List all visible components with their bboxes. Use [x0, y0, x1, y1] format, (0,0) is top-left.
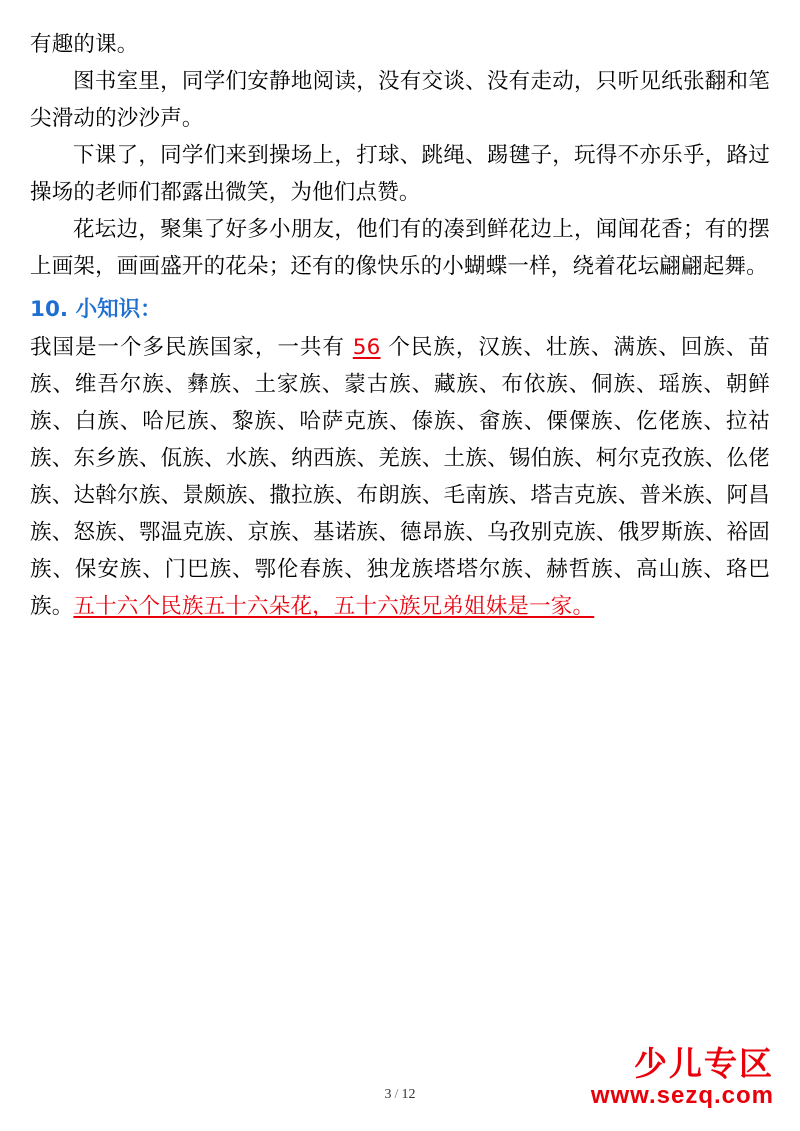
section-heading — [30, 291, 770, 328]
emphasis-sentence: 五十六个民族五十六朵花，五十六族兄弟姐妹是一家。 — [73, 594, 595, 619]
page-separator: / — [394, 1087, 399, 1102]
paragraph: 有趣的课。 — [30, 32, 139, 57]
current-page-number: 3 — [384, 1087, 392, 1102]
section-body — [30, 329, 770, 625]
paragraph: 花坛边，聚集了好多小朋友，他们有的凑到鲜花边上，闻闻花香；有的摆上画架，画画盛开的花朵；还有的像快乐的小蝴蝶一样，绕着花坛翩翩起舞。 — [30, 217, 770, 279]
knowledge-paragraph — [30, 329, 770, 625]
section-number: 10. — [30, 297, 69, 322]
knowledge-text-after: 个民族，汉族、壮族、满族、回族、苗族、维吾尔族、彝族、土家族、蒙古族、藏族、布依族、侗族、瑶族、朝鲜族、白族、哈尼族、黎族、哈萨克族、傣族、畲族、傈僳族、仡佬族、拉祜族、东乡族、佤族、水族、纳西族、羌族、土族、锡伯族、柯尔克孜族、仫佬族、达斡尔族、景颇族、撒拉族、布朗族、毛南族、塔吉克族、普米族、阿昌族、怒族、鄂温克族、京族、基诺族、德昂族、乌孜别克族、俄罗斯族、裕固族、保安族、门巴族、鄂伦春族、独龙族塔塔尔族、赫哲族、高山族、珞巴族。 — [30, 335, 771, 619]
watermark-brand: 少儿专区 — [634, 1044, 774, 1083]
nationality-count: 56 — [352, 335, 381, 360]
section-title: 小知识： — [75, 297, 162, 322]
watermark — [591, 1046, 774, 1109]
total-page-number: 12 — [401, 1087, 416, 1102]
watermark-url: www.sezq.com — [590, 1082, 774, 1109]
knowledge-text-before: 我国是一个多民族国家，一共有 — [30, 335, 353, 360]
paragraph: 图书室里，同学们安静地阅读，没有交谈、没有走动，只听见纸张翻和笔尖滑动的沙沙声。 — [30, 69, 770, 131]
document-body — [30, 26, 770, 285]
paragraph: 下课了，同学们来到操场上，打球、跳绳、踢毽子，玩得不亦乐乎，路过操场的老师们都露出微笑，为他们点赞。 — [30, 143, 770, 205]
